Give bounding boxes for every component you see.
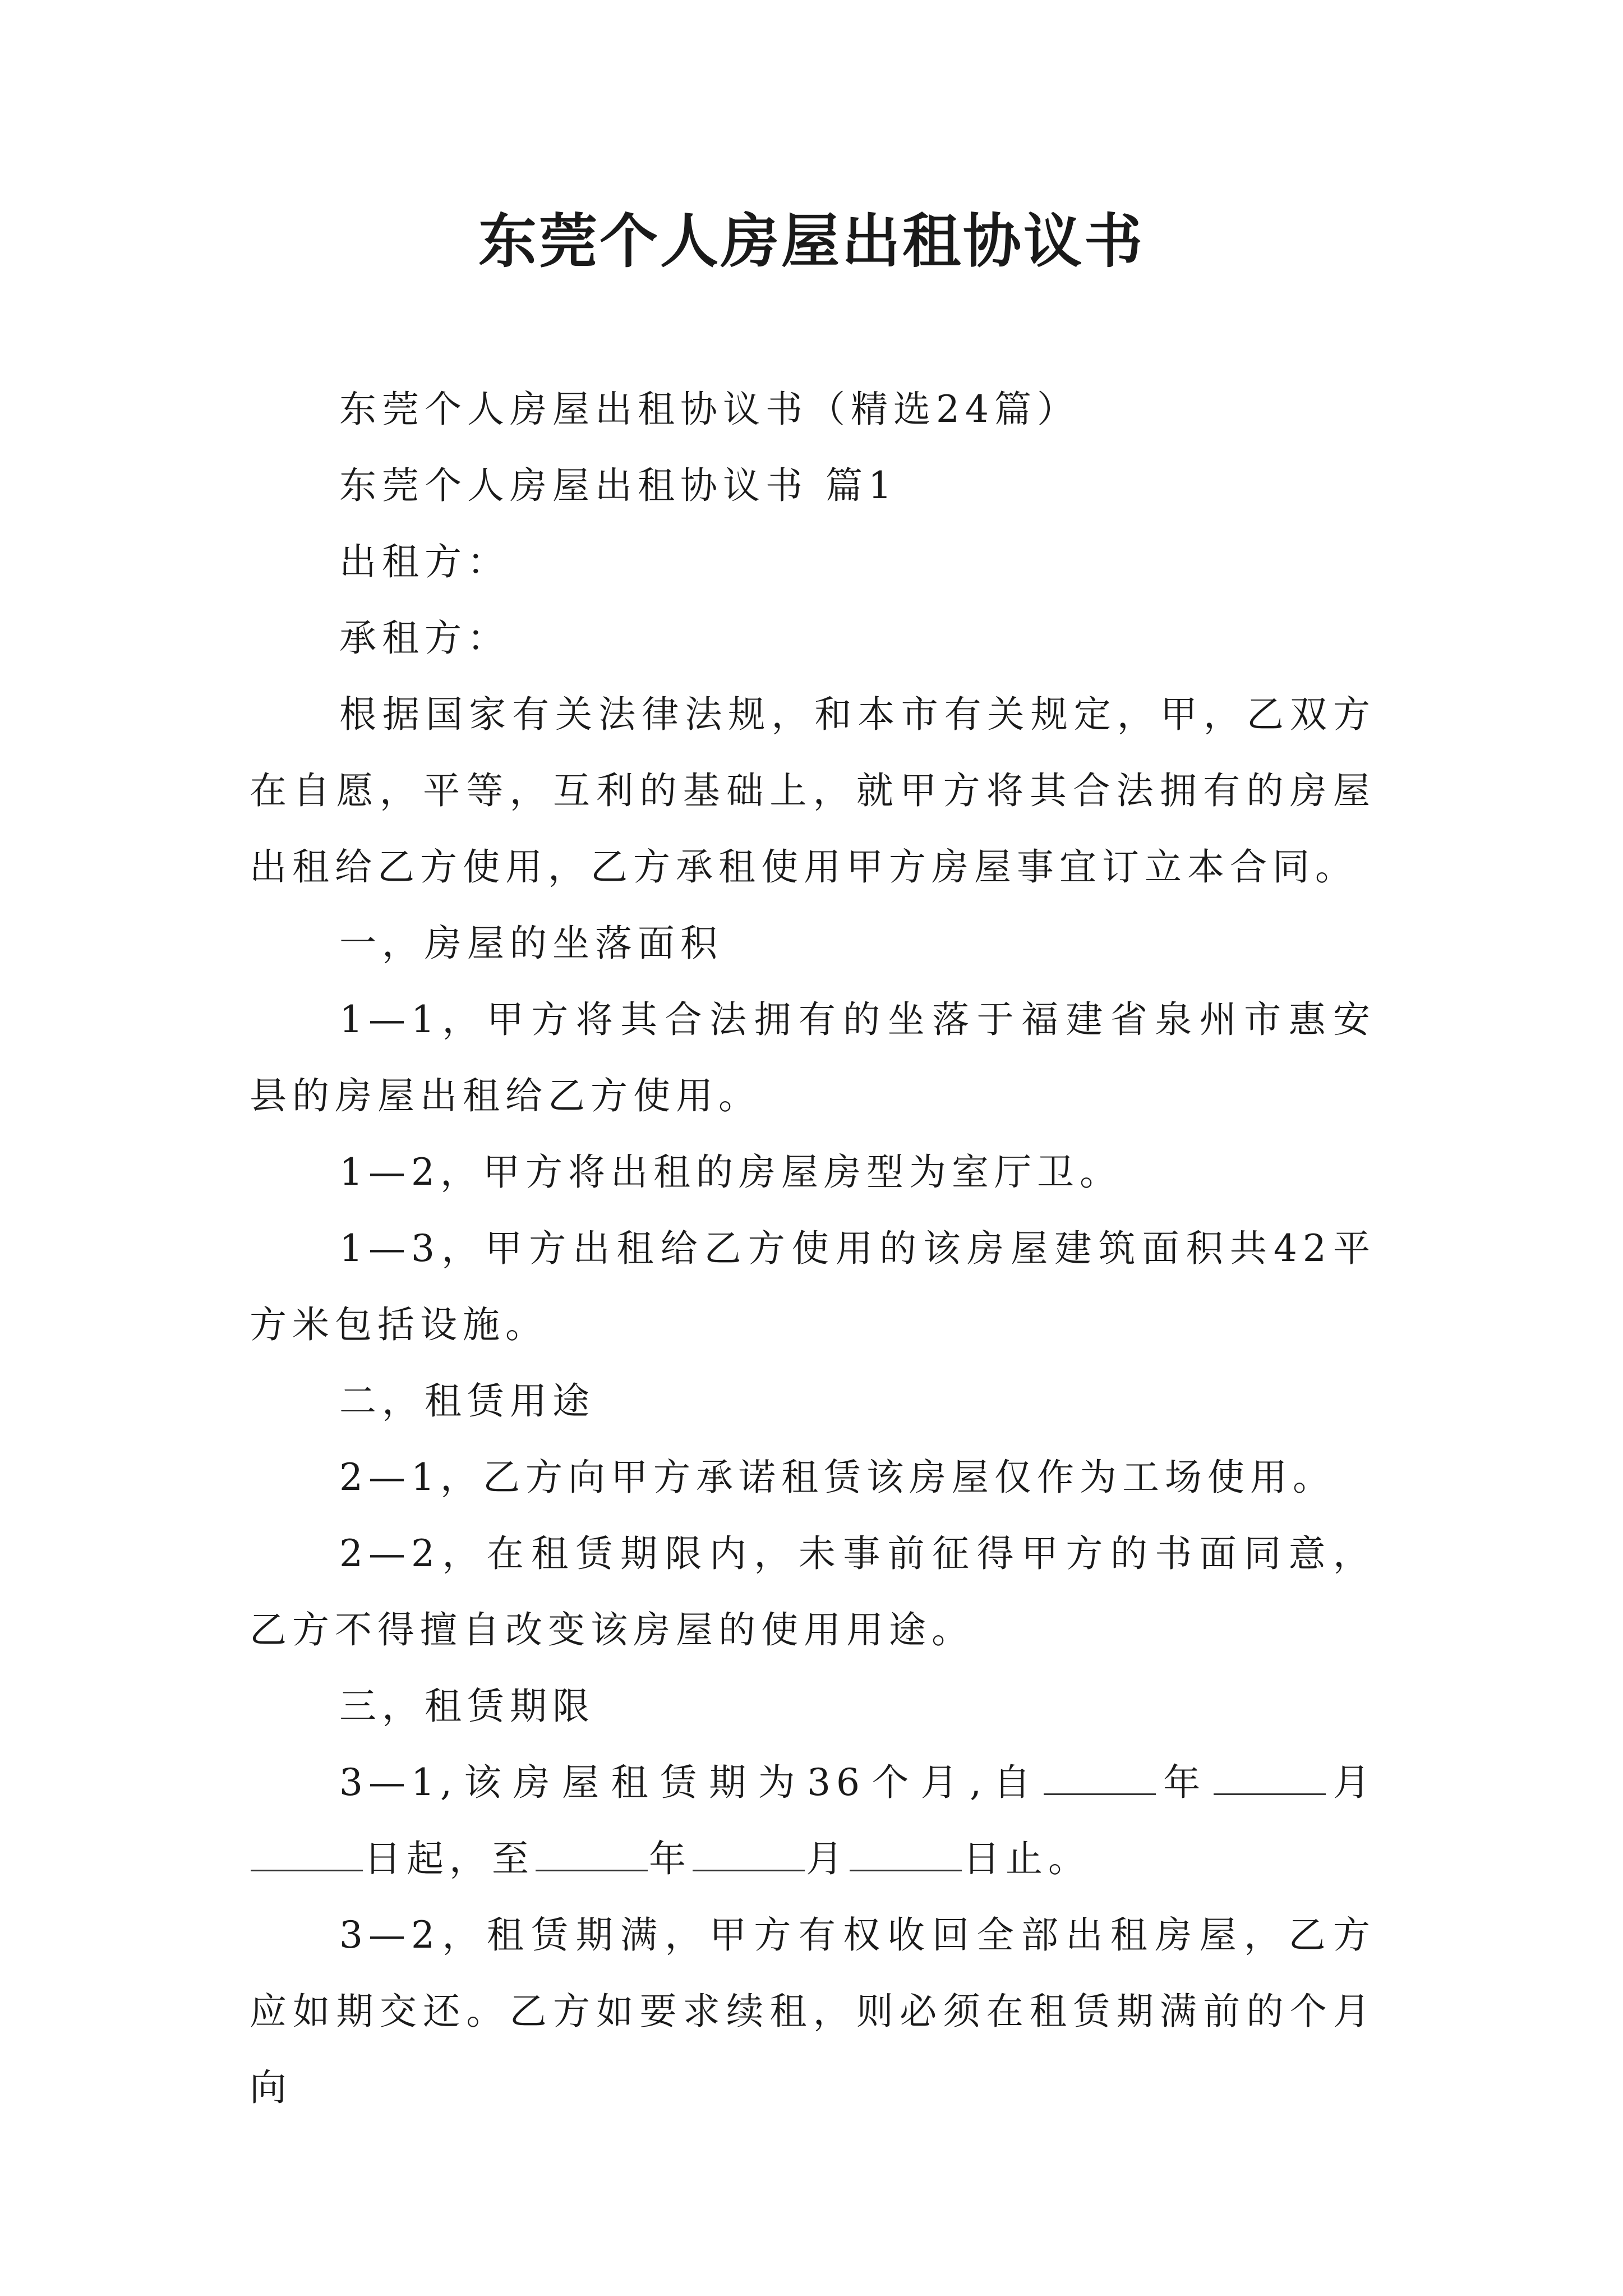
blank-start-day xyxy=(251,1836,363,1871)
clause-3-1-year-label: 年 xyxy=(1156,1761,1212,1804)
clause-3-1 xyxy=(250,1745,1376,1897)
clause-heading-1: 一，房屋的坐落面积 xyxy=(339,922,723,965)
blank-start-month xyxy=(1214,1760,1326,1795)
clause-3-1-year-label-2: 年 xyxy=(649,1837,691,1880)
lessor-label: 出租方： xyxy=(339,540,510,583)
blank-end-day xyxy=(850,1836,962,1871)
clause-1-2: 1—2，甲方将出租的房屋房型为室厅卫。 xyxy=(339,1151,1122,1194)
clause-heading-2: 二，租赁用途 xyxy=(339,1379,595,1423)
lessee-label: 承租方： xyxy=(339,616,510,660)
blank-end-year xyxy=(536,1836,648,1871)
clause-heading-3: 三，租赁期限 xyxy=(339,1685,595,1728)
blank-end-month xyxy=(693,1836,805,1871)
clause-1-1: 1—1，甲方将其合法拥有的坐落于福建省泉州市惠安县的房屋出租给乙方使用。 xyxy=(250,998,1376,1117)
intro-paragraph: 根据国家有关法律法规，和本市有关规定，甲，乙双方在自愿，平等，互利的基础上，就甲方将其合法拥有的房屋出租给乙方使用，乙方承租使用甲方房屋事宜订立本合同。 xyxy=(250,693,1376,889)
clause-3-1-start: 3—1,该房屋租赁期为36个月,自 xyxy=(339,1761,1043,1804)
clause-1-3: 1—3，甲方出租给乙方使用的该房屋建筑面积共42平方米包括设施。 xyxy=(250,1227,1376,1346)
clause-3-1-month-label: 月 xyxy=(1326,1761,1376,1804)
clause-2-2: 2—2，在租赁期限内，未事前征得甲方的书面同意，乙方不得擅自改变该房屋的使用用途。 xyxy=(250,1532,1376,1651)
clause-3-1-month-label-2: 月 xyxy=(806,1837,849,1880)
document-title: 东莞个人房屋出租协议书 xyxy=(478,206,1145,275)
document-body xyxy=(250,371,1376,2126)
clause-3-2: 3—2，租赁期满，甲方有权收回全部出租房屋，乙方应如期交还。乙方如要求续租，则必须在租赁期满前的个月向 xyxy=(250,1913,1376,2109)
clause-2-1: 2—1，乙方向甲方承诺租赁该房屋仅作为工场使用。 xyxy=(339,1456,1335,1499)
clause-3-1-mid: 日起，至 xyxy=(364,1837,534,1880)
blank-start-year xyxy=(1044,1760,1156,1795)
document-subtitle: 东莞个人房屋出租协议书（精选24篇） xyxy=(339,388,1080,431)
section-heading: 东莞个人房屋出租协议书 篇1 xyxy=(339,464,897,507)
clause-3-1-end: 日止。 xyxy=(963,1837,1091,1880)
